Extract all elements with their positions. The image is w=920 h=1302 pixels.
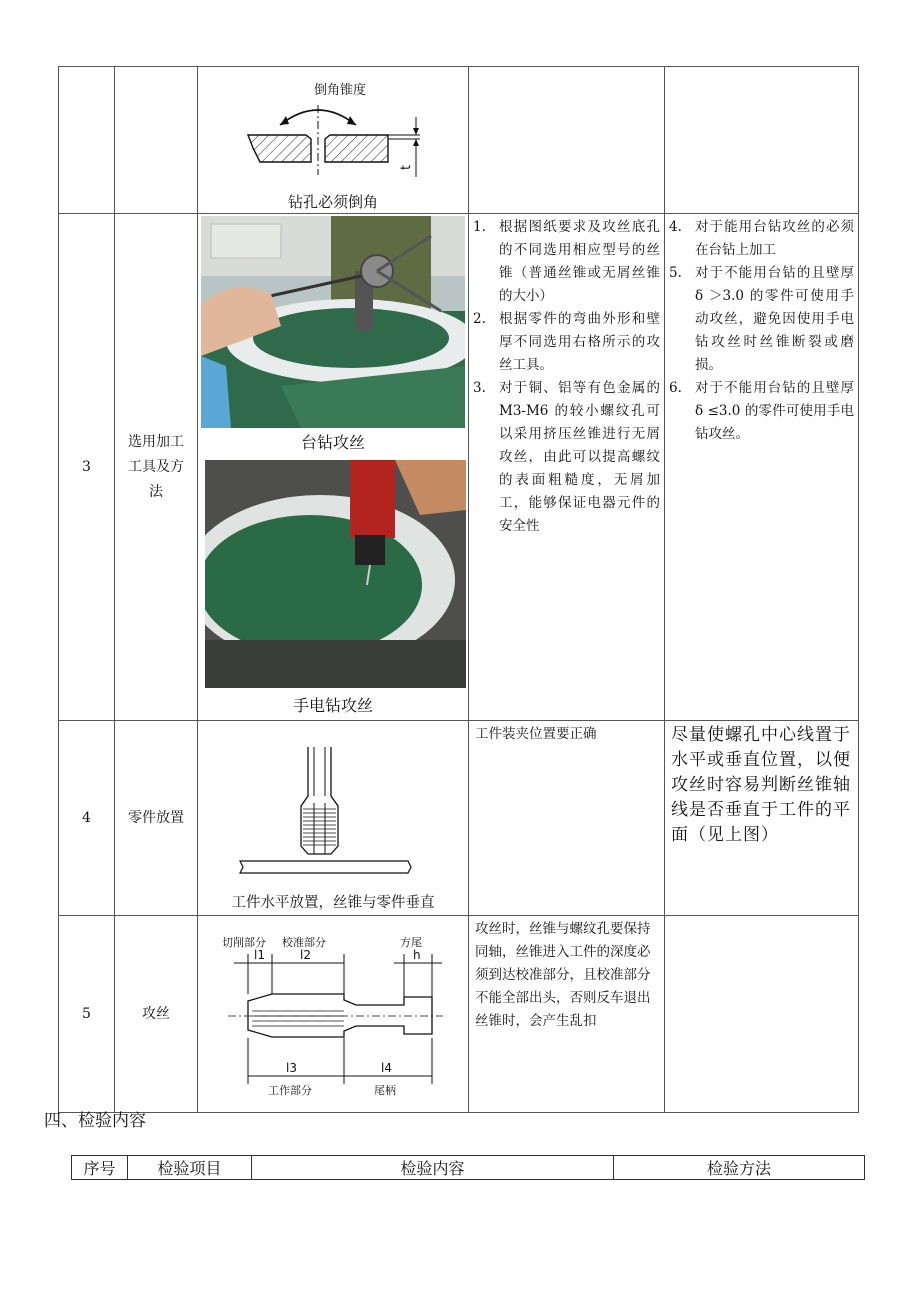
header-index: 序号 bbox=[72, 1156, 128, 1180]
tap-structure-cell bbox=[198, 916, 469, 1113]
header-method: 检验方法 bbox=[614, 1156, 865, 1180]
square-tail-label: 方尾 bbox=[400, 936, 422, 949]
calib-section-label: 校准部分 bbox=[282, 936, 326, 949]
tap-structure-diagram bbox=[198, 916, 469, 1108]
requirement-list bbox=[469, 214, 664, 538]
thickness-label: t bbox=[399, 164, 414, 170]
requirement-cell bbox=[469, 67, 665, 214]
requirement-text: 攻丝时，丝锥与螺纹孔要保持同轴，丝锥进入工件的深度必须到达校准部分，且校准部分不能全部出头，否则反车退出丝锥时，会产生乱扣 bbox=[475, 921, 651, 1029]
requirement-cell bbox=[469, 916, 665, 1113]
table-row bbox=[59, 721, 859, 916]
step-name bbox=[115, 67, 198, 214]
chamfer-figure-cell bbox=[198, 67, 469, 214]
list-item: 2. 根据零件的弯曲外形和壁厚不同选用右格所示的攻丝工具。 bbox=[473, 311, 660, 373]
requirement-cell bbox=[469, 721, 665, 916]
dim-l4: l4 bbox=[381, 1061, 392, 1075]
hand-drill-photo bbox=[205, 460, 466, 688]
row-number: 4 bbox=[59, 721, 115, 916]
dim-l3: l3 bbox=[286, 1061, 297, 1075]
hand-drill-caption: 手电钻攻丝 bbox=[292, 696, 373, 715]
header-item: 检验项目 bbox=[128, 1156, 252, 1180]
work-section-label: 工作部分 bbox=[268, 1084, 312, 1097]
chamfer-caption: 钻孔必须倒角 bbox=[287, 193, 378, 211]
note-text: 尽量使螺孔中心线置于水平或垂直位置，以便攻丝时容易判断丝锥轴线是否垂直于工件的平面（见上图） bbox=[671, 725, 851, 845]
requirement-cell bbox=[469, 214, 665, 721]
row-number bbox=[59, 67, 115, 214]
table-row bbox=[59, 916, 859, 1113]
photo-cell bbox=[198, 214, 469, 721]
workpiece-right bbox=[325, 135, 388, 162]
process-table bbox=[58, 66, 859, 1113]
list-item: 1. 根据图纸要求及攻丝底孔的不同选用相应型号的丝锥（普通丝锥或无屑丝锥的大小） bbox=[473, 219, 660, 304]
step-name: 攻丝 bbox=[115, 916, 198, 1113]
table-row bbox=[59, 214, 859, 721]
inspection-header-row bbox=[72, 1156, 865, 1180]
row-number: 5 bbox=[59, 916, 115, 1113]
dim-l2: l2 bbox=[300, 948, 311, 962]
dim-h: h bbox=[413, 948, 421, 962]
row-number: 3 bbox=[59, 214, 115, 721]
note-list bbox=[665, 214, 858, 446]
requirement-text: 工件装夹位置要正确 bbox=[475, 726, 597, 742]
list-item: 4. 对于能用台钻攻丝的必须在台钻上加工 bbox=[669, 219, 854, 258]
step-name: 选用加工 工具及方 法 bbox=[115, 214, 198, 721]
chamfer-label: 倒角锥度 bbox=[314, 83, 367, 98]
note-cell bbox=[665, 916, 859, 1113]
dim-l1: l1 bbox=[254, 948, 265, 962]
table-row bbox=[59, 67, 859, 214]
inspection-table bbox=[71, 1155, 865, 1180]
list-item: 5. 对于不能用台钻的且壁厚 δ ＞3.0 的零件可使用手动攻丝，避免因使用手电钻攻丝时丝锥断裂或磨损。 bbox=[669, 265, 854, 373]
placement-caption: 工件水平放置，丝锥与零件垂直 bbox=[231, 895, 435, 911]
bench-drill-caption: 台钻攻丝 bbox=[300, 433, 365, 452]
section-title: 四、检验内容 bbox=[44, 1111, 146, 1131]
tap-vertical-diagram bbox=[198, 721, 469, 881]
note-cell bbox=[665, 214, 859, 721]
shank-label: 尾柄 bbox=[374, 1084, 396, 1097]
list-item: 6. 对于不能用台钻的且壁厚 δ ≤3.0 的零件可使用手电钻攻丝。 bbox=[669, 380, 854, 442]
bench-drill-photo bbox=[201, 216, 465, 428]
note-cell bbox=[665, 67, 859, 214]
cut-section-label: 切削部分 bbox=[222, 936, 266, 949]
chamfer-diagram bbox=[198, 67, 469, 187]
workpiece-left bbox=[248, 135, 311, 162]
list-item: 3. 对于铜、铝等有色金属的 M3-M6 的较小螺纹孔可以采用挤压丝锥进行无屑攻丝，由此可以提高螺纹的表面粗糙度，无屑加工，能够保证电器元件的安全性 bbox=[473, 380, 660, 534]
note-cell bbox=[665, 721, 859, 916]
step-name: 零件放置 bbox=[115, 721, 198, 916]
header-content: 检验内容 bbox=[252, 1156, 614, 1180]
placement-figure-cell bbox=[198, 721, 469, 916]
